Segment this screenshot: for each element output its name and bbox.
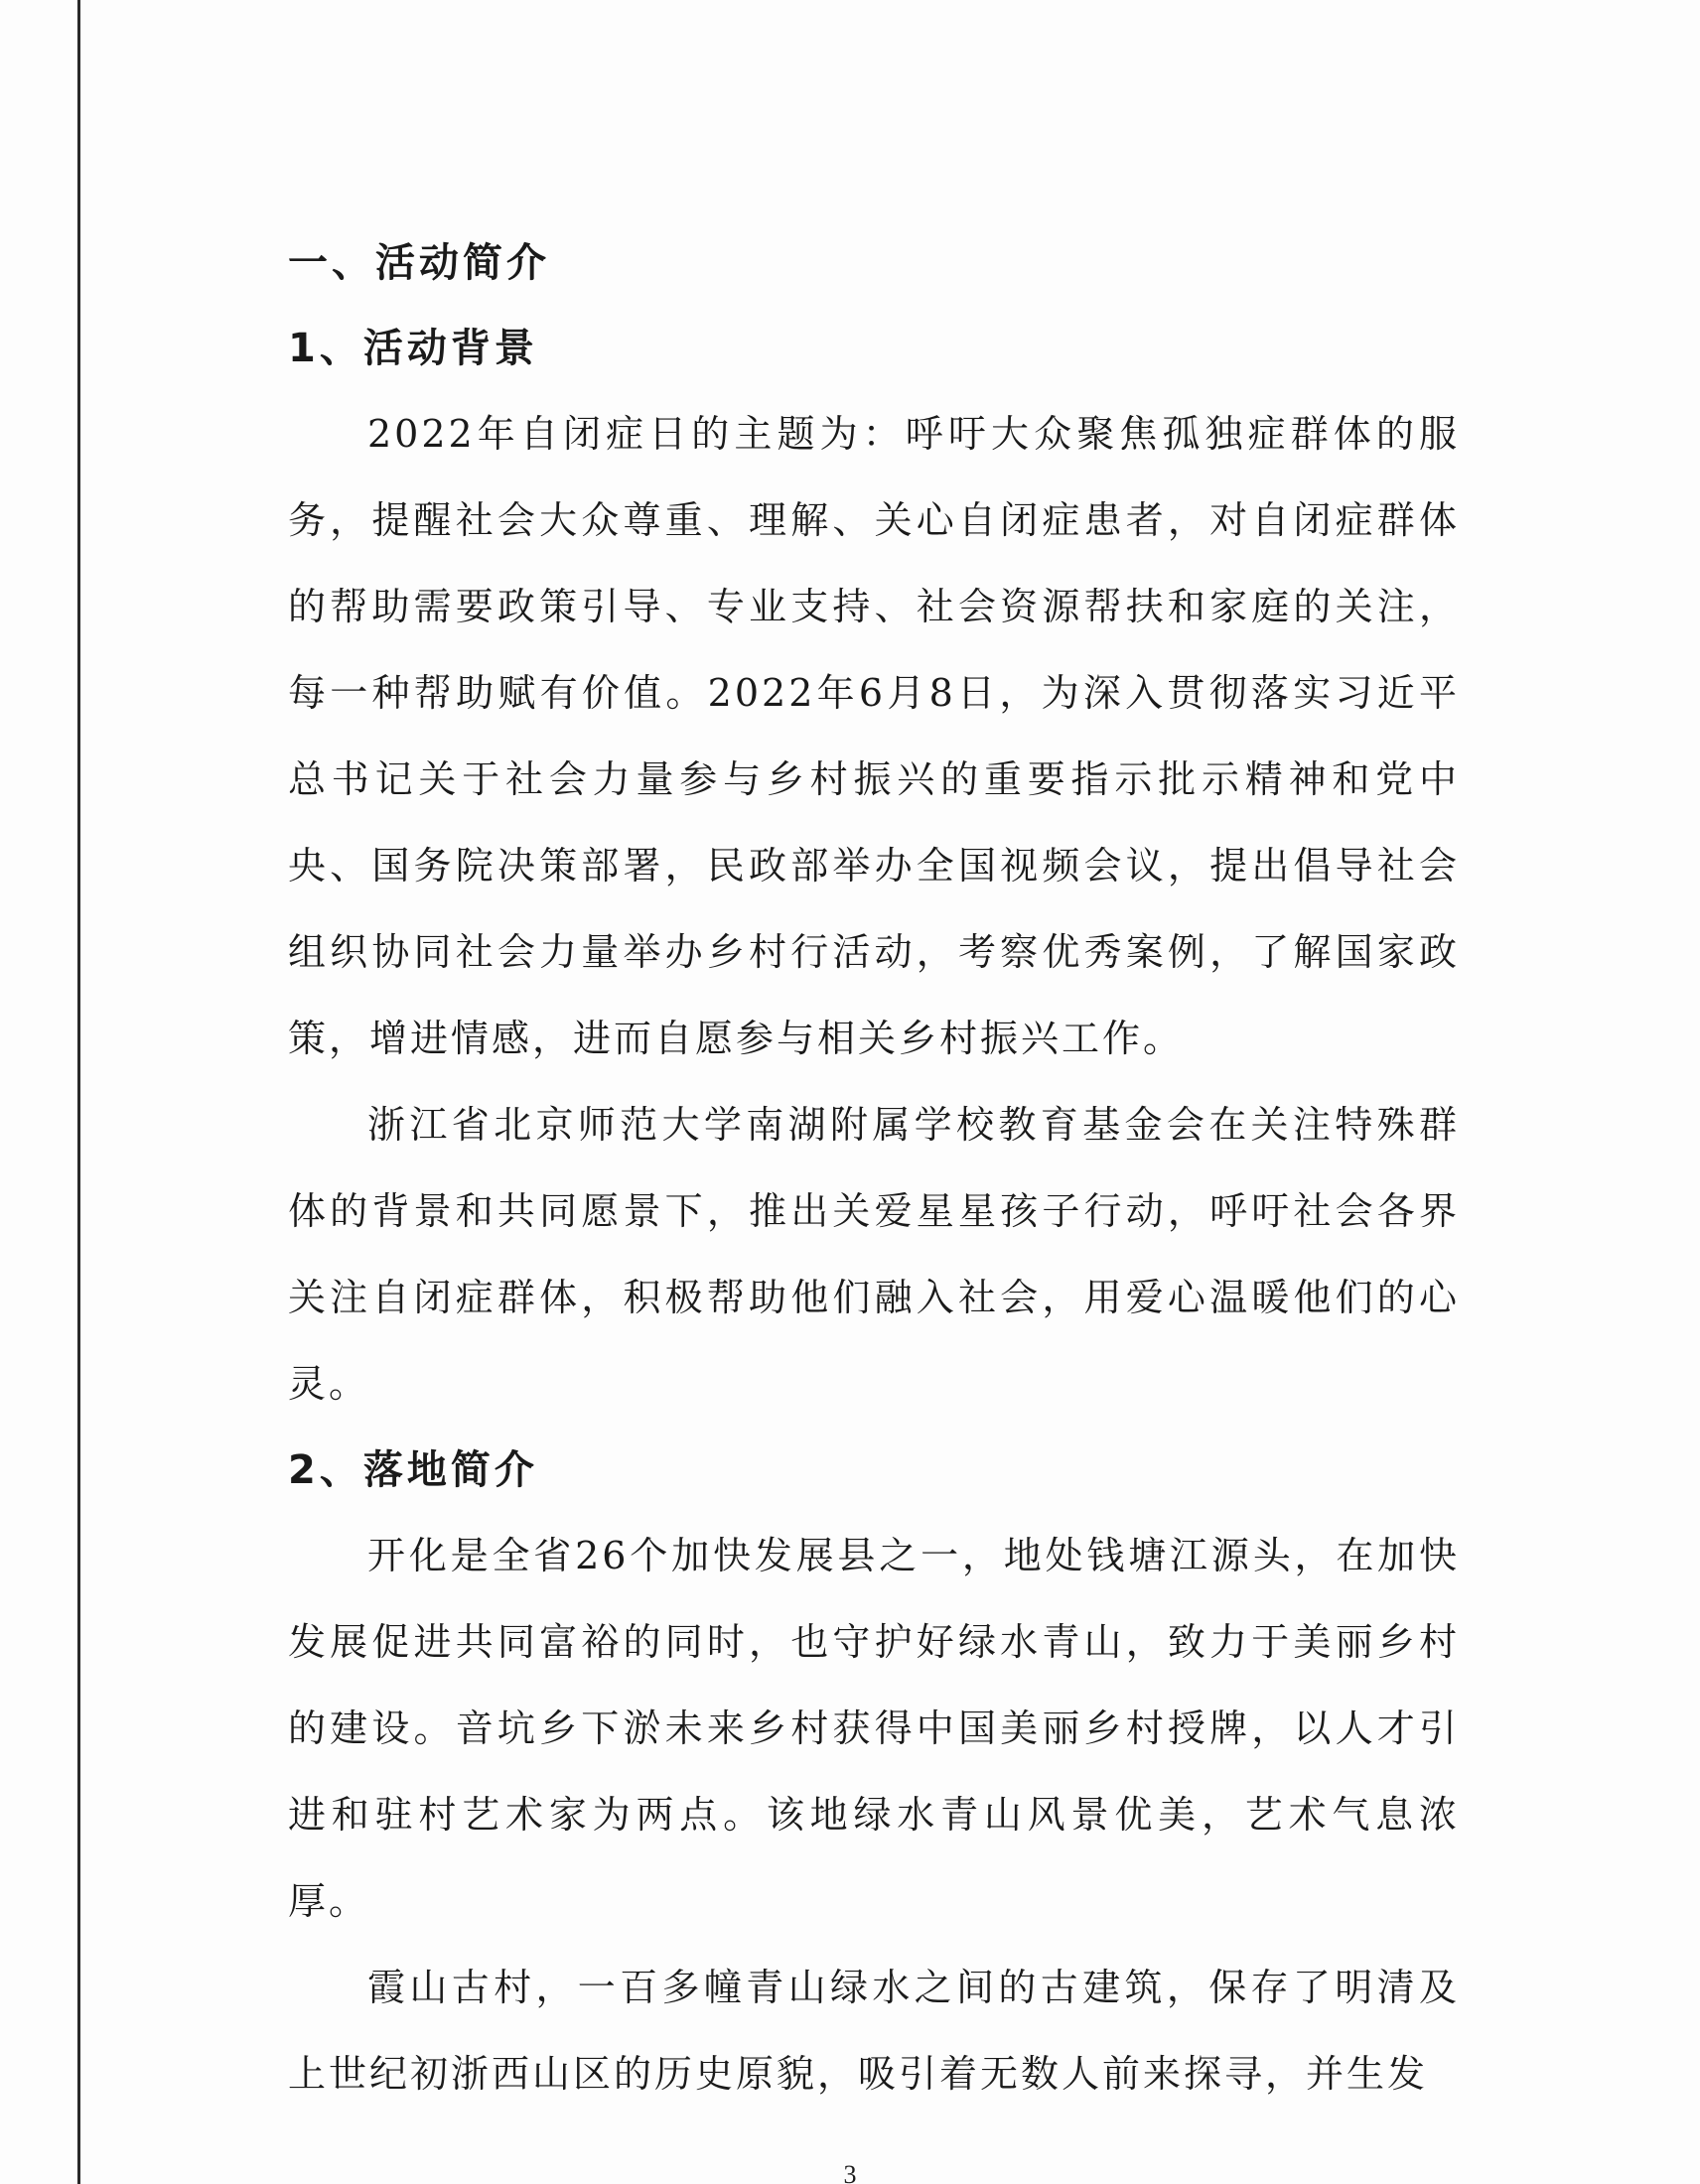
- paragraph-location-1: 开化是全省26个加快发展县之一，地处钱塘江源头，在加快发展促进共同富裕的同时，也守护好绿水青山，致力于美丽乡村的建设。音坑乡下淤未来乡村获得中国美丽乡村授牌，以人才引进和驻村艺术家为两点。该地绿水青山风景优美，艺术气息浓厚。: [288, 1534, 1460, 1923]
- scan-edge-line: [77, 0, 80, 2184]
- paragraph-background-1: 2022年自闭症日的主题为：呼吁大众聚焦孤独症群体的服务，提醒社会大众尊重、理解、关心自闭症患者，对自闭症群体的帮助需要政策引导、专业支持、社会资源帮扶和家庭的关注，每一种帮助赋有价值。2022年6月8日，为深入贯彻落实习近平总书记关于社会力量参与乡村振兴的重要指示批示精神和党中央、国务院决策部署，民政部举办全国视频会议，提出倡导社会组织协同社会力量举办乡村行活动，考察优秀案例，了解国家政策，增进情感，进而自愿参与相关乡村振兴工作。: [288, 412, 1460, 1060]
- section-heading: 一、活动简介: [288, 240, 550, 286]
- subsection-heading-location: 2、落地简介: [288, 1447, 538, 1493]
- subsection-heading-background: 1、活动背景: [288, 326, 538, 371]
- document-body: [288, 220, 1460, 2117]
- paragraph-background-2: 浙江省北京师范大学南湖附属学校教育基金会在关注特殊群体的背景和共同愿景下，推出关爱星星孩子行动，呼吁社会各界关注自闭症群体，积极帮助他们融入社会，用爱心温暖他们的心灵。: [288, 1103, 1460, 1406]
- paragraph-location-2: 霞山古村，一百多幢青山绿水之间的古建筑，保存了明清及上世纪初浙西山区的历史原貌，吸引着无数人前来探寻，并生发: [288, 1966, 1460, 2096]
- page-number: 3: [843, 2160, 857, 2184]
